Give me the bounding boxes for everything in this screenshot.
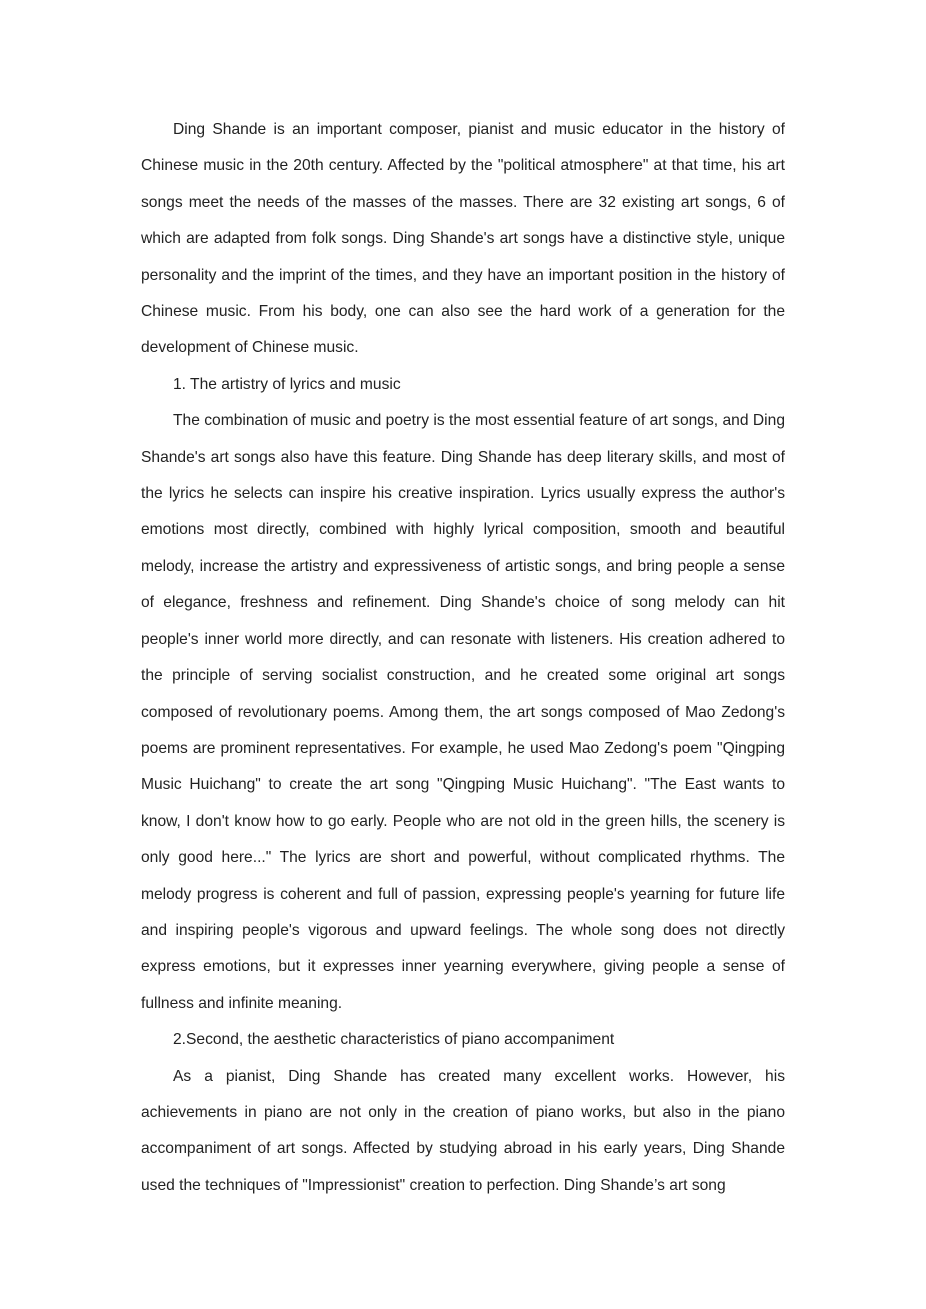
lyrics-music-paragraph: The combination of music and poetry is the most essential feature of art songs, and Ding Shande's art songs also have this feature. Ding Shande has deep literary skills, and most of the lyrics he selects can inspire his creative inspiration. Lyrics usually express the author's emotions most directly, combined with highly lyrical composition, smooth and beautiful melody, increase the artistry and expressiveness of artistic songs, and bring people a sense of elegance, freshness and refinement. Ding Shande's choice of song melody can hit people's inner world more directly, and can resonate with listeners. His creation adhered to the principle of serving socialist construction, and he created some original art songs composed of revolutionary poems. Among them, the art songs composed of Mao Zedong's poems are prominent representatives. For example, he used Mao Zedong's poem "Qingping Music Huichang" to create the art song "Qingping Music Huichang". "The East wants to know, I don't know how to go early. People who are not old in the green hills, the scenery is only good here..." The lyrics are short and powerful, without complicated rhythms. The melody progress is coherent and full of passion, expressing people's yearning for future life and inspiring people's vigorous and upward feelings. The whole song does not directly express emotions, but it expresses inner yearning everywhere, giving people a sense of fullness and infinite meaning. (141, 412, 785, 1012)
intro-paragraph: Ding Shande is an important composer, pianist and music educator in the history of Chinese music in the 20th century. Affected by the "political atmosphere" at that time, his art songs meet the needs of the masses of the masses. There are 32 existing art songs, 6 of which are adapted from folk songs. Ding Shande's art songs have a distinctive style, unique personality and the imprint of the times, and they have an important position in the history of Chinese music. From his body, one can also see the hard work of a generation for the development of Chinese music. (141, 121, 785, 357)
section-heading-piano-accompaniment: 2.Second, the aesthetic characteristics of piano accompaniment (173, 1031, 615, 1049)
piano-accompaniment-paragraph: As a pianist, Ding Shande has created many excellent works. However, his achievements in piano are not only in the creation of piano works, but also in the piano accompaniment of art songs. Affected by studying abroad in his early years, Ding Shande used the techniques of "Impressionist" creation to perfection. Ding Shande’s art song (141, 1067, 785, 1194)
section-heading-lyrics-music: 1. The artistry of lyrics and music (173, 375, 401, 393)
document-page (141, 112, 785, 1204)
